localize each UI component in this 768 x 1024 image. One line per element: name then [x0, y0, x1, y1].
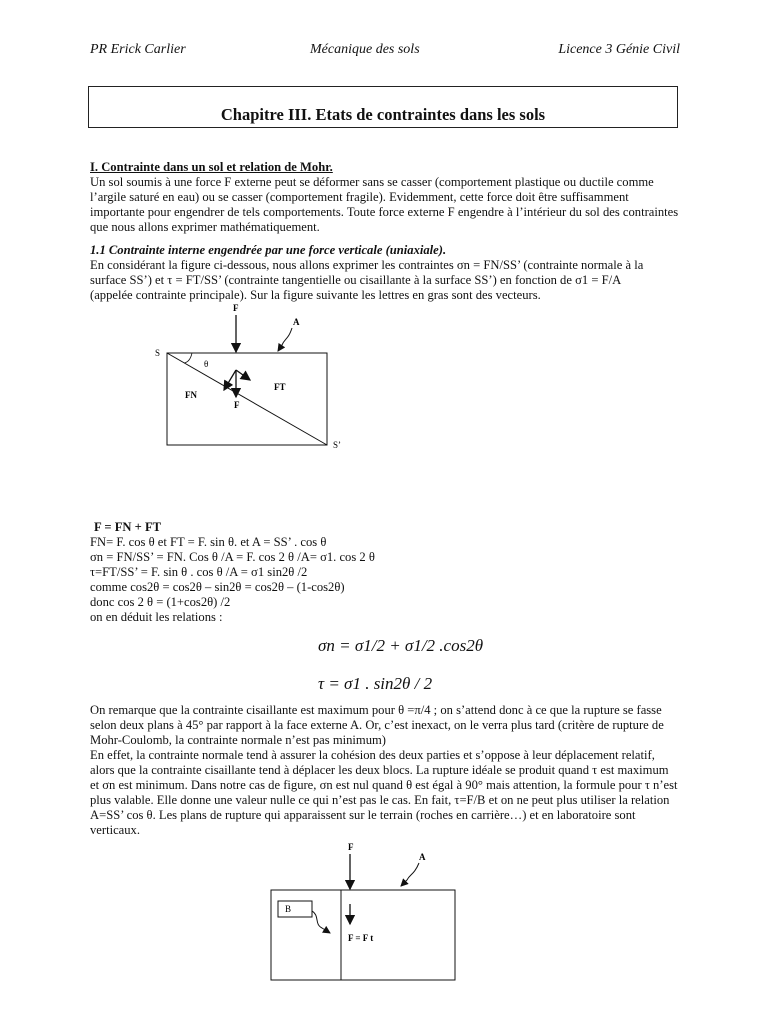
- derivation-line-4: τ=FT/SS’ = F. sin θ . cos θ /A = σ1 sin2θ /2: [90, 565, 308, 579]
- area-a-arrow: [278, 328, 292, 351]
- derivation: [90, 520, 680, 625]
- derivation-line-5: comme cos2θ = cos2θ – sin2θ = cos2θ – (1-cos2θ): [90, 580, 345, 594]
- remarks: [90, 703, 680, 838]
- header-program: Licence 3 Génie Civil: [558, 42, 680, 57]
- label-b-box: [278, 901, 312, 917]
- label-b: B: [285, 904, 292, 914]
- label-f-top-2: F: [348, 842, 354, 852]
- force-ft-arrow: [236, 370, 250, 380]
- derivation-line-7: on en déduit les relations :: [90, 610, 223, 624]
- derivation-line-1: F = FN + FT: [94, 520, 162, 534]
- subsection-1-1-line3: (appelée contrainte principale). Sur la figure suivante les lettres en gras sont des vecteurs.: [90, 288, 541, 302]
- label-f-top: F: [233, 303, 239, 313]
- section-1: [90, 160, 680, 235]
- figure-1-stress-diagram: [140, 300, 380, 460]
- header-author: PR Erick Carlier: [90, 42, 186, 57]
- chapter-title: Chapitre III. Etats de contraintes dans les sols: [220, 105, 546, 124]
- label-f-inner: F: [234, 400, 240, 410]
- force-fn-arrow: [224, 370, 236, 390]
- figure-2-vertical-rupture: [262, 838, 472, 988]
- derivation-line-3: σn = FN/SS’ = FN. Cos θ /A = F. cos 2 θ /A= σ1. cos 2 θ: [90, 550, 375, 564]
- remark-paragraph-2: En effet, la contrainte normale tend à assurer la cohésion des deux parties et s’oppose à leur déplacement relatif, alors que la contrainte cisaillante tend à déplacer les deux blocs. La rupture idéale se produit quand τ est maximum et σn est minimum. Dans notre cas de figure, σn est nul quand θ est égal à 90° mais attention, la formule pour τ n’est plus valable. Elle donne une valeur nulle ce qui n’est pas le cas. En fait, τ=F/B et on ne peut plus utiliser la relation A=SS’ cos θ. Les plans de rupture qui apparaissent sur le terrain (roches en carrière…) et en laboratoire sont verticaux.: [90, 748, 678, 837]
- label-s-prime: S’: [333, 440, 342, 450]
- subsection-1-1-heading: 1.1 Contrainte interne engendrée par une force verticale (uniaxiale).: [90, 243, 447, 257]
- area-b-arrow: [312, 911, 330, 933]
- subsection-1-1-line1: En considérant la figure ci-dessous, nous allons exprimer les contraintes σn = FN/SS’ (contrainte normale à la: [90, 258, 644, 272]
- label-a: A: [293, 317, 300, 327]
- section-1-heading: I. Contrainte dans un sol et relation de Mohr.: [90, 160, 333, 174]
- subsection-1-1-line2: surface SS’) et τ = FT/SS’ (contrainte tangentielle ou cisaillante à la surface SS’) en fonction de σ1 = F/A: [90, 273, 622, 287]
- theta-arc: [184, 353, 192, 363]
- page-header: [90, 42, 680, 62]
- label-a-2: A: [419, 852, 426, 862]
- chapter-title-box: [88, 86, 678, 128]
- label-s: S: [155, 348, 161, 358]
- label-ft: FT: [274, 382, 286, 392]
- area-a-arrow-2: [401, 863, 419, 886]
- formula-sigma-n: σn = σ1/2 + σ1/2 .cos2θ: [318, 636, 484, 655]
- label-theta: θ: [204, 359, 209, 369]
- remark-paragraph-1: On remarque que la contrainte cisaillante est maximum pour θ =π/4 ; on s’attend donc à ce que la rupture se fasse selon deux plans à 45° par rapport à la face externe A. Or, c’est inexact, on le verra plus tard (critère de rupture de Mohr-Coulomb, la contrainte normale n’est pas minimum): [90, 703, 664, 747]
- section-1-body: Un sol soumis à une force F externe peut se déformer sans se casser (comportement plastique ou ductile comme l’argile saturé en eau) ou se casser (comportement fragile). Evidemment, cette force doit être suffisamment importante pour engendrer de tels comportements. Toute force externe F engendre à l’intérieur du sol des contraintes que nous allons exprimer mathématiquement.: [90, 175, 679, 234]
- label-f-eq: F = F t: [348, 933, 374, 943]
- header-course: Mécanique des sols: [310, 42, 420, 57]
- derivation-line-6: donc cos 2 θ = (1+cos2θ) /2: [90, 595, 231, 609]
- derivation-line-2: FN= F. cos θ et FT = F. sin θ. et A = SS’ . cos θ: [90, 535, 327, 549]
- label-fn: FN: [185, 390, 197, 400]
- formula-tau: τ = σ1 . sin2θ / 2: [318, 674, 433, 693]
- subsection-1-1: [90, 243, 680, 303]
